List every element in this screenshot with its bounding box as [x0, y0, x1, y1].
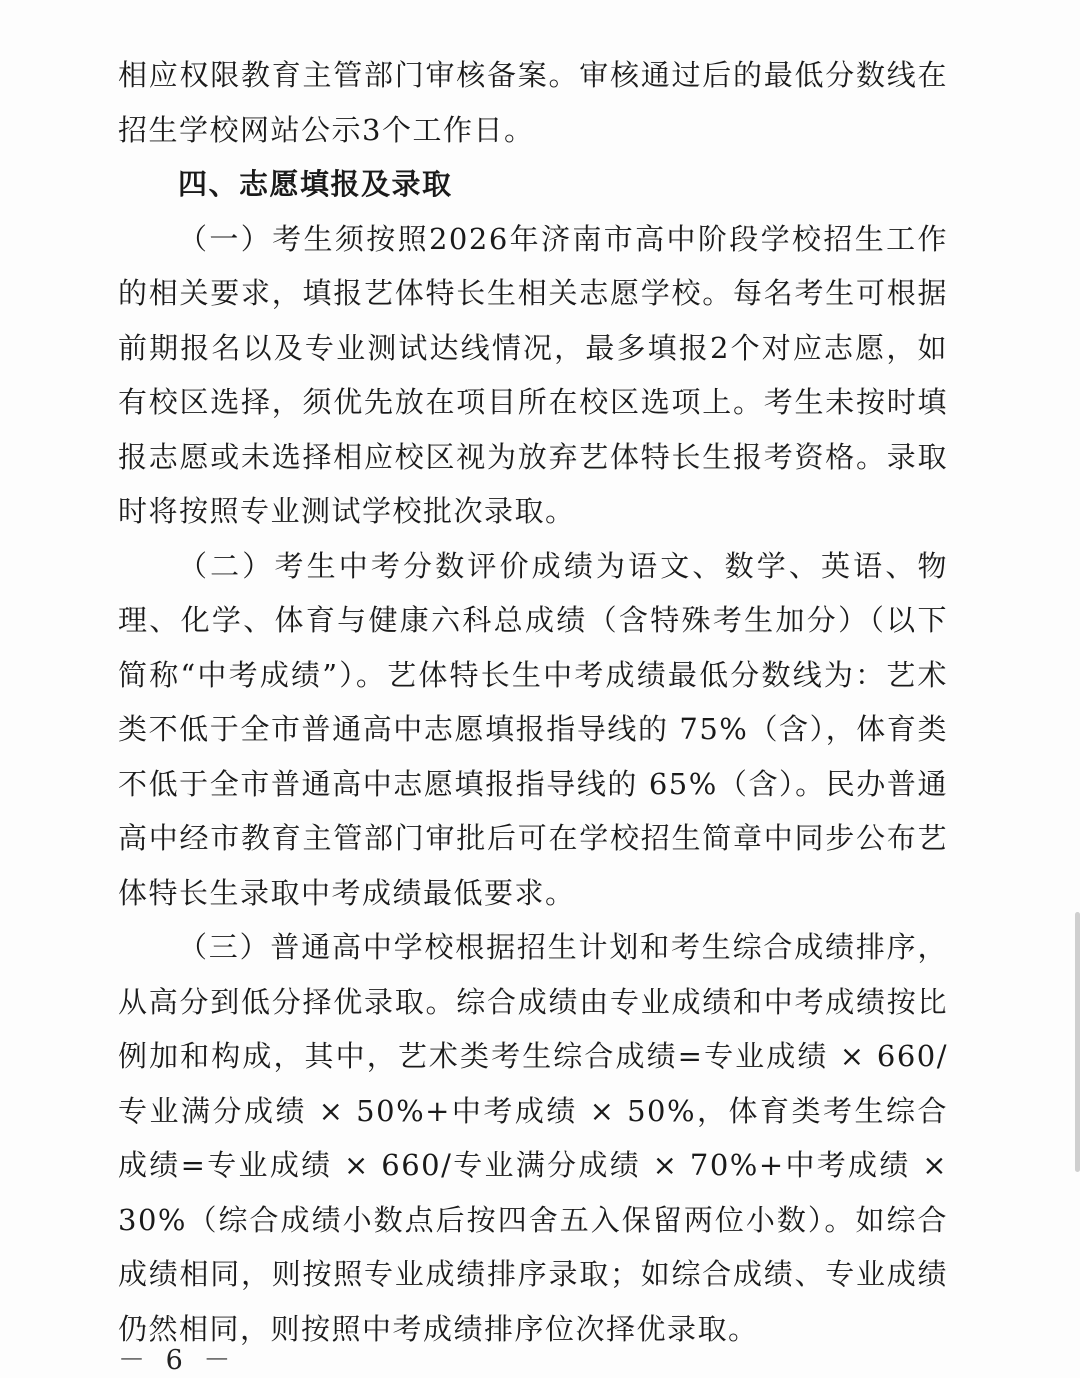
paragraph-3: （三）普通高中学校根据招生计划和考生综合成绩排序，从高分到低分择优录取。综合成绩由专业成绩和中考成绩按比例加和构成，其中，艺术类考生综合成绩=专业成绩 × 660/专业满分成绩 × 50%+中考成绩 × 50%，体育类考生综合成绩=专业成绩 × 660/专业满分成绩 × 70%+中考成绩 × 30%（综合成绩小数点后按四舍五入保留两位小数）。如综合成绩相同，则按照专业成绩排序录取；如综合成绩、专业成绩仍然相同，则按照中考成绩排序位次择优录取。 — [118, 930, 948, 1346]
scrollbar[interactable] — [1075, 912, 1080, 1172]
section-heading: 四、志愿填报及录取 — [178, 167, 453, 201]
paragraph-1: （一）考生须按照2026年济南市高中阶段学校招生工作的相关要求，填报艺体特长生相关志愿学校。每名考生可根据前期报名以及专业测试达线情况，最多填报2个对应志愿，如有校区选择，须优先放在项目所在校区选项上。考生未按时填报志愿或未选择相应校区视为放弃艺体特长生报考资格。录取时将按照专业测试学校批次录取。 — [118, 221, 948, 528]
page-number: － 6 － — [118, 1345, 237, 1376]
paragraph-2: （二）考生中考分数评价成绩为语文、数学、英语、物理、化学、体育与健康六科总成绩（含特殊考生加分）（以下简称“中考成绩”）。艺体特长生中考成绩最低分数线为：艺术类不低于全市普通高中志愿填报指导线的 75%（含），体育类不低于全市普通高中志愿填报指导线的 65%（含）。民办普通高中经市教育主管部门审批后可在学校招生简章中同步公布艺体特长生录取中考成绩最低要求。 — [118, 548, 948, 910]
document-body — [118, 48, 948, 1356]
continuation-paragraph: 相应权限教育主管部门审核备案。审核通过后的最低分数线在招生学校网站公示3个工作日。 — [118, 58, 948, 147]
